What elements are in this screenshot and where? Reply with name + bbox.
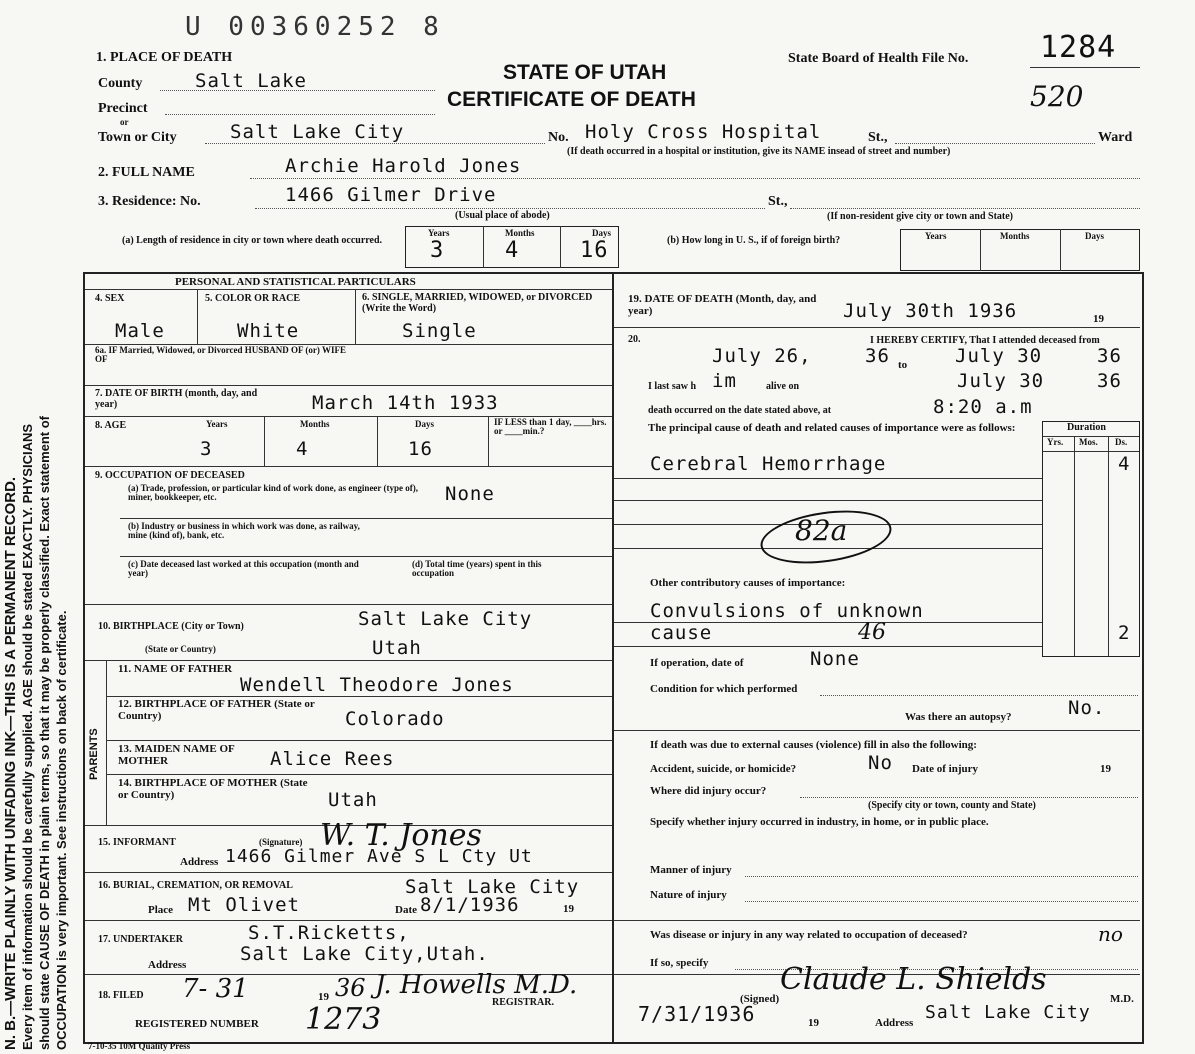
cause-ds: 4 [1118,453,1131,475]
age-years-value: 3 [200,438,213,460]
sign-yr-label: 19 [808,1017,819,1029]
alive-label: alive on [766,381,800,392]
undertaker-label: 17. UNDERTAKER [98,934,184,945]
length-label: (a) Length of residence in city or town where death occurred. [122,235,383,246]
sign-date: 7/31/1936 [638,1002,756,1026]
residence-label: 3. Residence: No. [98,194,201,209]
father-label: 11. NAME OF FATHER [118,663,233,675]
mother-value: Alice Rees [270,748,395,770]
birthplace-city: Salt Lake City [358,608,533,630]
serial-number: U 00360252 8 [185,12,445,42]
place-heading: 1. PLACE OF DEATH [96,50,233,65]
occupation-heading: 9. OCCUPATION OF DECEASED [95,470,245,481]
accident-value: No [868,752,893,774]
file-no: 1284 [1040,30,1117,65]
alive-value: July 30 [957,370,1045,392]
sign-address: Salt Lake City [925,1002,1091,1023]
undertaker-address-label: Address [148,959,187,971]
birthplace-state: Utah [372,637,422,659]
birthplace-label: 10. BIRTHPLACE (City or Town) [98,621,244,632]
mother-bp-label: 14. BIRTHPLACE OF MOTHER (State or Country) [118,777,308,801]
side-instruction-2: Every item of information should be carefully supplied. AGE should be stated EXACTLY. PHYSICIANS [20,423,35,1050]
accident-label: Accident, suicide, or homicide? [650,763,797,775]
attended-to-yr: 36 [1097,345,1122,367]
last-seen-value: im [712,370,737,392]
manner-label: Manner of injury [650,864,732,876]
sex-value: Male [115,320,165,342]
injury-yr-label: 19 [1100,763,1111,775]
res-days-label: Days [592,228,612,238]
parents-label: PARENTS [88,728,100,780]
or-label: or [120,117,129,127]
filed-yr-label: 19 [318,991,329,1003]
abode-note: (Usual place of abode) [455,210,550,221]
town-value: Salt Lake City [230,121,405,143]
full-name-label: 2. FULL NAME [98,165,195,180]
death-date: July 30th 1936 [843,300,1018,322]
res-years-value: 3 [430,238,445,263]
nonres-note: (If non-resident give city or town and State) [827,211,1014,222]
filed-label: 18. FILED [98,990,144,1001]
burial-date: 8/1/1936 [420,894,520,916]
filed-year: 36 [335,974,366,1002]
attended-from: July 26, [712,345,812,367]
condition-label: Condition for which performed [650,683,798,695]
personal-heading: PERSONAL AND STATISTICAL PARTICULARS [175,276,416,288]
alive-yr: 36 [1097,370,1122,392]
contrib-label: Other contributory causes of importance: [650,577,846,589]
county-label: County [98,76,143,91]
burial-date-label: Date [395,904,417,916]
if-so-label: If so, specify [650,957,709,969]
contrib-code: 46 [858,620,886,645]
external-label: If death was due to external causes (violence) fill in also the following: [650,739,977,751]
spouse-label: 6a. IF Married, Widowed, or Divorced HUSBAND OF (or) WIFE OF [95,345,346,365]
informant-address-label: Address [180,856,219,868]
age-years-label: Years [206,419,228,429]
duration-yrs-label: Yrs. [1047,437,1064,447]
marital-value: Single [402,320,477,342]
specify-label: Specify whether injury occurred in industry, in home, or in public place. [650,816,989,828]
side-instruction-3: should state CAUSE OF DEATH in plain terms, so that it may be properly classified. Exact statement of [37,415,52,1050]
mother-bp-value: Utah [328,789,378,811]
us-years-label: Years [925,231,947,241]
occupation-answer: no [1098,922,1123,946]
side-instruction-1: N. B.—WRITE PLAINLY WITH UNFADING INK—THIS IS A PERMANENT RECORD. [2,476,19,1050]
attended-to-label: to [898,359,908,371]
autopsy-label: Was there an autopsy? [905,711,1012,723]
burial-label: 16. BURIAL, CREMATION, OR REMOVAL [98,880,293,891]
burial-place: Mt Olivet [188,894,300,916]
dob-value: March 14th 1933 [312,392,499,414]
residence-value: 1466 Gilmer Drive [285,184,497,206]
no-label: No. [548,130,569,145]
birthplace-state-label: (State or Country) [145,644,216,654]
contrib-line-1: Convulsions of unknown [650,600,924,622]
md-label: M.D. [1110,993,1134,1005]
town-label: Town or City [98,130,177,145]
res-days-value: 16 [580,238,609,263]
age-less-label: IF LESS than 1 day, ____hrs. or ____min.? [494,417,607,437]
burial-value: Salt Lake City [405,876,580,898]
father-bp-value: Colorado [345,708,445,730]
attended-from-yr: 36 [865,345,890,367]
registrar-label: REGISTRAR. [492,997,554,1008]
undertaker-address: Salt Lake City,Utah. [240,943,489,965]
age-days-label: Days [415,419,435,429]
registered-number: 1273 [305,1002,382,1037]
father-bp-label: 12. BIRTHPLACE OF FATHER (State or Country) [118,698,315,722]
footer-print: 7-10-35 10M Quality Press [88,1041,191,1051]
res-years-label: Years [428,228,450,238]
res-months-label: Months [505,228,535,238]
occ-b-label: (b) Industry or business in which work was done, as railway, mine (kind of), bank, etc. [128,521,360,541]
informant-signature: W. T. Jones [320,818,482,853]
cause-value: Cerebral Hemorrhage [650,453,887,475]
burial-place-label: Place [148,904,174,916]
cert-label: 20. [628,334,641,345]
undertaker-name: S.T.Ricketts, [248,922,410,944]
filed-date: 7- 31 [182,974,249,1004]
color-value: White [237,320,300,342]
nature-label: Nature of injury [650,889,727,901]
registered-label: REGISTERED NUMBER [135,1018,259,1030]
county-value: Salt Lake [195,70,307,92]
occ-a-label: (a) Trade, profession, or particular kind of work done, as engineer (type of), miner, bookkeeper, etc. [128,483,418,503]
death-time: 8:20 a.m [933,396,1033,418]
circled-code-text: 82a [795,514,848,547]
us-label: (b) How long in U. S., if of foreign birth? [667,235,841,246]
burial-yr-label: 19 [563,903,574,915]
sex-label: 4. SEX [95,293,125,304]
mother-label: 13. MAIDEN NAME OF MOTHER [118,743,235,767]
where-label: Where did injury occur? [650,785,767,797]
hospital-note: (If death occurred in a hospital or institution, give its NAME insead of street and number) [567,146,951,157]
informant-label: 15. INFORMANT [98,837,176,848]
attended-to: July 30 [955,345,1043,367]
death-yr-label: 19 [1093,313,1104,325]
registrar-signature: J. Howells M.D. [375,970,578,1000]
certificate-title: CERTIFICATE OF DEATH [447,88,696,111]
duration-ds-label: Ds. [1115,437,1128,447]
injury-date-label: Date of injury [912,763,978,775]
occ-a-value: None [445,483,495,505]
autopsy-value: No. [1068,697,1106,719]
precinct-label: Precinct [98,101,148,116]
color-label: 5. COLOR OR RACE [205,293,301,304]
contrib-ds: 2 [1118,622,1131,644]
age-days-value: 16 [408,438,433,460]
signed-label: (Signed) [740,993,780,1005]
duration-mos-label: Mos. [1079,437,1098,447]
hand-number: 520 [1030,80,1084,113]
duration-label: Duration [1067,422,1106,433]
us-months-label: Months [1000,231,1030,241]
contrib-line-2: cause [650,622,713,644]
occ-d-label: (d) Total time (years) spent in this occupation [412,559,542,579]
cert-text: I HEREBY CERTIFY, That I attended deceased from [870,335,1100,346]
operation-value: None [810,648,860,670]
father-value: Wendell Theodore Jones [240,674,514,696]
informant-address: 1466 Gilmer Ave S L Cty Ut [225,846,533,867]
state-title: STATE OF UTAH [503,61,667,84]
side-instruction-4: OCCUPATION is very important. See instructions on back of certificate. [54,610,69,1050]
age-months-value: 4 [296,438,309,460]
sign-address-label: Address [875,1017,914,1029]
full-name-value: Archie Harold Jones [285,155,522,177]
residence-st-label: St., [768,194,788,209]
marital-label: 6. SINGLE, MARRIED, WIDOWED, or DIVORCED (Write the Word) [362,292,593,314]
dob-label: 7. DATE OF BIRTH (month, day, and year) [95,388,258,410]
occurred-label: death occurred on the date stated above, at [648,405,832,416]
occupation-question: Was disease or injury in any way related to occupation of deceased? [650,929,968,941]
res-months-value: 4 [505,238,520,263]
ward-label: Ward [1098,130,1133,145]
occ-c-label: (c) Date deceased last worked at this occupation (month and year) [128,559,359,579]
hospital-value: Holy Cross Hospital [585,121,822,143]
age-months-label: Months [300,419,330,429]
last-seen-label: I last saw h [648,381,697,392]
file-no-label: State Board of Health File No. [788,51,969,66]
where-note: (Specify city or town, county and State) [868,800,1036,811]
death-date-label: 19. DATE OF DEATH (Month, day, and year) [628,293,817,317]
us-days-label: Days [1085,231,1105,241]
cause-label: The principal cause of death and related causes of importance were as follows: [648,422,1016,434]
operation-label: If operation, date of [650,657,744,669]
st-label: St., [868,130,888,145]
informant-sig-label: (Signature) [259,837,303,847]
age-label: 8. AGE [95,420,127,431]
physician-signature: Claude L. Shields [780,962,1047,997]
